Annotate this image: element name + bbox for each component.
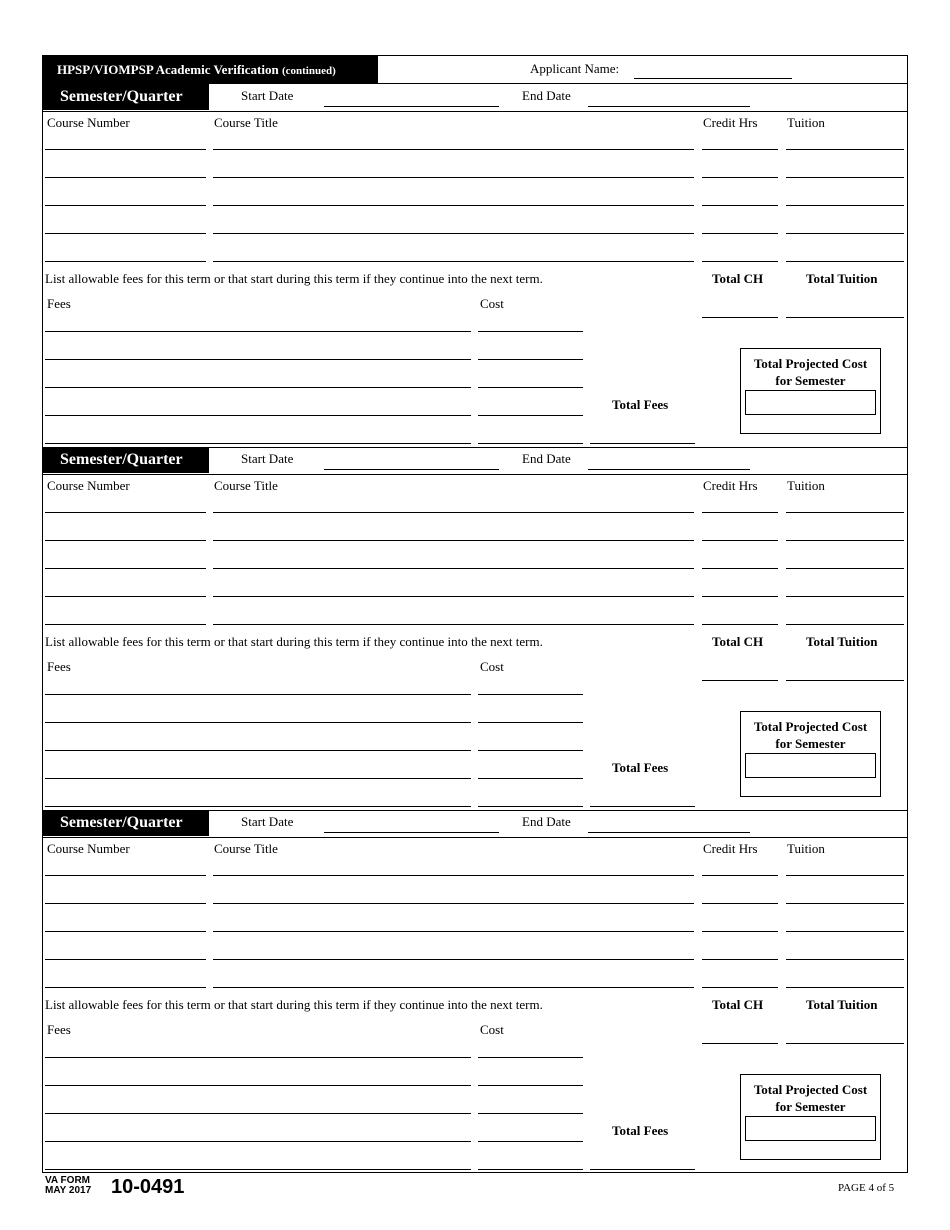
semester-quarter-bar xyxy=(42,810,209,836)
total-ch-field[interactable] xyxy=(702,1043,778,1044)
course-title-field[interactable] xyxy=(213,568,694,569)
fee-cost-field[interactable] xyxy=(478,331,583,332)
course-title-field[interactable] xyxy=(213,875,694,876)
footer-va-form: VA FORM xyxy=(45,1175,90,1186)
section-divider xyxy=(42,111,908,112)
course-title-header: Course Title xyxy=(214,115,278,130)
course-title-field[interactable] xyxy=(213,261,694,262)
total-ch-label: Total CH xyxy=(712,997,764,1012)
form-title-bar xyxy=(42,55,378,83)
course-title-header: Course Title xyxy=(214,478,278,493)
course-title-field[interactable] xyxy=(213,512,694,513)
total-tuition-field[interactable] xyxy=(786,1043,904,1044)
total-projected-cost-label xyxy=(741,1081,880,1115)
credit-hrs-field[interactable] xyxy=(702,261,778,262)
cost-header: Cost xyxy=(480,296,504,311)
end-date-label: End Date xyxy=(522,88,571,103)
tuition-field[interactable] xyxy=(786,261,904,262)
tuition-field[interactable] xyxy=(786,149,904,150)
tuition-field[interactable] xyxy=(786,624,904,625)
course-title-field[interactable] xyxy=(213,596,694,597)
total-projected-cost-line2: for Semester xyxy=(775,373,846,388)
total-tuition-label: Total Tuition xyxy=(806,271,878,286)
course-title-field[interactable] xyxy=(213,931,694,932)
form-title-suffix: (continued) xyxy=(281,65,336,77)
credit-hrs-field[interactable] xyxy=(702,177,778,178)
fee-description-field[interactable] xyxy=(45,359,471,360)
section-divider xyxy=(42,474,908,475)
fee-description-field[interactable] xyxy=(45,806,471,807)
end-date-label: End Date xyxy=(522,451,571,466)
applicant-name-field[interactable] xyxy=(634,78,792,79)
tuition-field[interactable] xyxy=(786,903,904,904)
start-date-field[interactable] xyxy=(324,106,499,107)
tuition-header: Tuition xyxy=(787,478,825,493)
semester-quarter-label: Semester/Quarter xyxy=(60,451,183,468)
course-title-header: Course Title xyxy=(214,841,278,856)
fee-description-field[interactable] xyxy=(45,722,471,723)
end-date-label: End Date xyxy=(522,814,571,829)
credit-hrs-field[interactable] xyxy=(702,540,778,541)
total-ch-field[interactable] xyxy=(702,680,778,681)
course-number-field[interactable] xyxy=(45,205,206,206)
total-ch-field[interactable] xyxy=(702,317,778,318)
total-projected-cost-box xyxy=(740,711,881,797)
fee-description-field[interactable] xyxy=(45,1169,471,1170)
total-projected-cost-line1: Total Projected Cost xyxy=(753,719,868,734)
course-number-header: Course Number xyxy=(47,478,130,493)
credit-hrs-field[interactable] xyxy=(702,512,778,513)
credit-hrs-field[interactable] xyxy=(702,596,778,597)
total-ch-label: Total CH xyxy=(712,634,764,649)
tuition-field[interactable] xyxy=(786,875,904,876)
tuition-header: Tuition xyxy=(787,115,825,130)
total-projected-cost-input[interactable] xyxy=(745,390,876,415)
fee-description-field[interactable] xyxy=(45,331,471,332)
end-date-field[interactable] xyxy=(588,469,750,470)
fee-cost-field[interactable] xyxy=(478,694,583,695)
credit-hrs-field[interactable] xyxy=(702,959,778,960)
credit-hrs-field[interactable] xyxy=(702,987,778,988)
fee-cost-field[interactable] xyxy=(478,1113,583,1114)
fee-cost-field[interactable] xyxy=(478,415,583,416)
course-title-field[interactable] xyxy=(213,624,694,625)
end-date-field[interactable] xyxy=(588,832,750,833)
tuition-field[interactable] xyxy=(786,959,904,960)
fee-description-field[interactable] xyxy=(45,415,471,416)
fee-description-field[interactable] xyxy=(45,1141,471,1142)
total-projected-cost-line1: Total Projected Cost xyxy=(753,1082,868,1097)
credit-hrs-field[interactable] xyxy=(702,875,778,876)
credit-hrs-field[interactable] xyxy=(702,568,778,569)
total-fees-field[interactable] xyxy=(590,806,695,807)
total-projected-cost-box xyxy=(740,348,881,434)
course-number-field[interactable] xyxy=(45,959,206,960)
course-number-field[interactable] xyxy=(45,233,206,234)
course-title-field[interactable] xyxy=(213,149,694,150)
total-projected-cost-line2: for Semester xyxy=(775,1099,846,1114)
fee-cost-field[interactable] xyxy=(478,722,583,723)
total-ch-label: Total CH xyxy=(712,271,764,286)
tuition-field[interactable] xyxy=(786,540,904,541)
course-number-field[interactable] xyxy=(45,177,206,178)
credit-hrs-header: Credit Hrs xyxy=(703,478,758,493)
total-projected-cost-line1: Total Projected Cost xyxy=(753,356,868,371)
cost-header: Cost xyxy=(480,659,504,674)
fee-description-field[interactable] xyxy=(45,694,471,695)
semester-quarter-label: Semester/Quarter xyxy=(60,814,183,831)
total-tuition-field[interactable] xyxy=(786,317,904,318)
course-title-field[interactable] xyxy=(213,959,694,960)
fees-instruction: List allowable fees for this term or that start during this term if they continue into the next term. xyxy=(45,271,543,286)
tuition-field[interactable] xyxy=(786,987,904,988)
fees-instruction: List allowable fees for this term or that start during this term if they continue into the next term. xyxy=(45,997,543,1012)
course-number-header: Course Number xyxy=(47,841,130,856)
course-title-field[interactable] xyxy=(213,903,694,904)
credit-hrs-header: Credit Hrs xyxy=(703,115,758,130)
semester-quarter-bar xyxy=(42,84,209,110)
fee-cost-field[interactable] xyxy=(478,750,583,751)
total-projected-cost-box xyxy=(740,1074,881,1160)
total-fees-label: Total Fees xyxy=(612,397,669,412)
fee-description-field[interactable] xyxy=(45,1113,471,1114)
footer-date: MAY 2017 xyxy=(45,1185,92,1196)
course-number-field[interactable] xyxy=(45,540,206,541)
start-date-field[interactable] xyxy=(324,469,499,470)
total-projected-cost-label xyxy=(741,718,880,752)
fee-description-field[interactable] xyxy=(45,387,471,388)
fee-description-field[interactable] xyxy=(45,1085,471,1086)
tuition-field[interactable] xyxy=(786,596,904,597)
total-fees-field[interactable] xyxy=(590,443,695,444)
course-number-field[interactable] xyxy=(45,903,206,904)
fees-header: Fees xyxy=(47,659,71,674)
credit-hrs-header: Credit Hrs xyxy=(703,841,758,856)
credit-hrs-field[interactable] xyxy=(702,233,778,234)
course-number-field[interactable] xyxy=(45,875,206,876)
start-date-field[interactable] xyxy=(324,832,499,833)
course-number-field[interactable] xyxy=(45,596,206,597)
credit-hrs-field[interactable] xyxy=(702,624,778,625)
credit-hrs-field[interactable] xyxy=(702,931,778,932)
tuition-field[interactable] xyxy=(786,512,904,513)
course-title-field[interactable] xyxy=(213,540,694,541)
fees-header: Fees xyxy=(47,296,71,311)
credit-hrs-field[interactable] xyxy=(702,149,778,150)
course-title-field[interactable] xyxy=(213,233,694,234)
course-number-field[interactable] xyxy=(45,512,206,513)
course-number-field[interactable] xyxy=(45,624,206,625)
total-projected-cost-input[interactable] xyxy=(745,753,876,778)
fee-cost-field[interactable] xyxy=(478,1169,583,1170)
start-date-label: Start Date xyxy=(241,814,294,829)
fee-cost-field[interactable] xyxy=(478,1085,583,1086)
total-projected-cost-label xyxy=(741,355,880,389)
start-date-label: Start Date xyxy=(241,451,294,466)
tuition-field[interactable] xyxy=(786,205,904,206)
applicant-name-label: Applicant Name: xyxy=(530,61,620,76)
fee-cost-field[interactable] xyxy=(478,778,583,779)
fee-description-field[interactable] xyxy=(45,443,471,444)
course-number-field[interactable] xyxy=(45,261,206,262)
semester-quarter-label: Semester/Quarter xyxy=(60,88,183,105)
course-number-field[interactable] xyxy=(45,149,206,150)
form-title: HPSP/VIOMPSP Academic Verification xyxy=(57,62,279,77)
tuition-field[interactable] xyxy=(786,177,904,178)
credit-hrs-field[interactable] xyxy=(702,903,778,904)
total-fees-label: Total Fees xyxy=(612,1123,669,1138)
total-fees-label: Total Fees xyxy=(612,760,669,775)
course-title-field[interactable] xyxy=(213,987,694,988)
fee-cost-field[interactable] xyxy=(478,806,583,807)
end-date-field[interactable] xyxy=(588,106,750,107)
start-date-label: Start Date xyxy=(241,88,294,103)
fee-description-field[interactable] xyxy=(45,1057,471,1058)
total-fees-field[interactable] xyxy=(590,1169,695,1170)
tuition-field[interactable] xyxy=(786,233,904,234)
fee-description-field[interactable] xyxy=(45,750,471,751)
fees-header: Fees xyxy=(47,1022,71,1037)
fee-cost-field[interactable] xyxy=(478,1057,583,1058)
course-number-field[interactable] xyxy=(45,931,206,932)
tuition-header: Tuition xyxy=(787,841,825,856)
fee-cost-field[interactable] xyxy=(478,387,583,388)
course-title-field[interactable] xyxy=(213,177,694,178)
fee-description-field[interactable] xyxy=(45,778,471,779)
course-title-field[interactable] xyxy=(213,205,694,206)
footer-page-number: PAGE 4 of 5 xyxy=(838,1182,895,1194)
total-projected-cost-line2: for Semester xyxy=(775,736,846,751)
footer-form-number: 10-0491 xyxy=(111,1176,185,1198)
credit-hrs-field[interactable] xyxy=(702,205,778,206)
fee-cost-field[interactable] xyxy=(478,1141,583,1142)
course-number-field[interactable] xyxy=(45,987,206,988)
semester-quarter-bar xyxy=(42,447,209,473)
total-tuition-field[interactable] xyxy=(786,680,904,681)
cost-header: Cost xyxy=(480,1022,504,1037)
tuition-field[interactable] xyxy=(786,568,904,569)
fee-cost-field[interactable] xyxy=(478,443,583,444)
course-number-field[interactable] xyxy=(45,568,206,569)
tuition-field[interactable] xyxy=(786,931,904,932)
section-divider xyxy=(42,837,908,838)
total-tuition-label: Total Tuition xyxy=(806,997,878,1012)
total-projected-cost-input[interactable] xyxy=(745,1116,876,1141)
fee-cost-field[interactable] xyxy=(478,359,583,360)
course-number-header: Course Number xyxy=(47,115,130,130)
fees-instruction: List allowable fees for this term or that start during this term if they continue into the next term. xyxy=(45,634,543,649)
total-tuition-label: Total Tuition xyxy=(806,634,878,649)
